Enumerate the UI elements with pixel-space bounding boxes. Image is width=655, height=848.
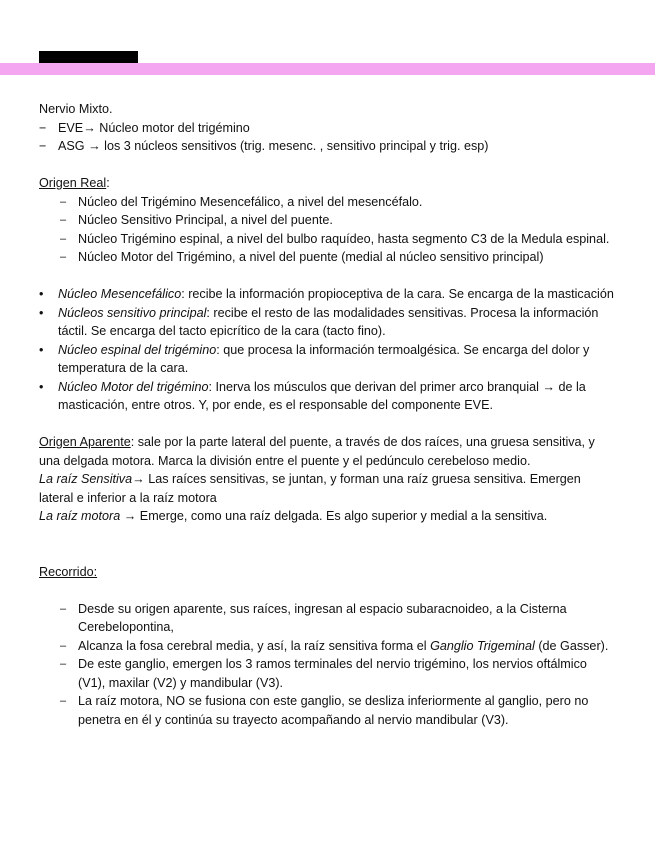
term: Núcleo Motor del trigémino <box>58 379 209 394</box>
document-body <box>39 100 614 729</box>
list-item: − EVE→ Núcleo motor del trigémino <box>39 119 614 138</box>
list-item: • Núcleo Mesencefálico: recibe la información propioceptiva de la cara. Se encarga de la masticación <box>39 285 614 304</box>
list-item: – Núcleo Sensitivo Principal, a nivel del puente. <box>39 211 614 230</box>
list-item: – Núcleo Trigémino espinal, a nivel del bulbo raquídeo, hasta segmento C3 de la Medula espinal. <box>39 230 614 249</box>
list-item: • Núcleo Motor del trigémino: Inerva los músculos que derivan del primer arco branquial → de la masticación, entre otros. Y, por ende, es el responsable del componente EVE. <box>39 378 614 415</box>
term: Núcleo espinal del trigémino <box>58 342 217 357</box>
nucleos-list <box>39 285 614 415</box>
intro-list <box>39 119 614 156</box>
header-band <box>0 63 655 75</box>
term: Núcleos sensitivo principal <box>58 305 207 320</box>
raiz-motora-paragraph: La raíz motora → Emerge, como una raíz delgada. Es algo superior y medial a la sensitiva. <box>39 509 548 523</box>
list-item: • Núcleos sensitivo principal: recibe el resto de las modalidades sensitivas. Procesa la información táctil. Se encarga del tacto epicrítico de la cara (tacto fino). <box>39 304 614 341</box>
list-item: – Núcleo Motor del Trigémino, a nivel del puente (medial al núcleo sensitivo principal) <box>39 248 614 267</box>
origen-real-heading: Origen Real: <box>39 176 110 190</box>
term: Núcleo Mesencefálico <box>58 287 182 301</box>
list-item: − ASG → los 3 núcleos sensitivos (trig. mesenc. , sensitivo principal y trig. esp) <box>39 137 614 156</box>
recorrido-list <box>39 600 614 730</box>
heading-text: Origen Real <box>39 176 107 190</box>
intro-title: Nervio Mixto. <box>39 102 113 116</box>
list-item: – De este ganglio, emergen los 3 ramos terminales del nervio trigémino, los nervios oftálmico (V1), maxilar (V2) y mandibular (V3). <box>39 655 614 692</box>
recorrido-heading: Recorrido: <box>39 564 98 579</box>
heading-text: Origen Aparente <box>39 435 131 449</box>
list-item: • Núcleo espinal del trigémino: que procesa la información termoalgésica. Se encarga del dolor y temperatura de la cara. <box>39 341 614 378</box>
list-item: – Desde su origen aparente, sus raíces, ingresan al espacio subaracnoideo, a la Cisterna Cerebelopontina, <box>39 600 614 637</box>
list-item: – La raíz motora, NO se fusiona con este ganglio, se desliza inferiormente al ganglio, pero no penetra en él y continúa su trayecto acompañando al nervio mandibular (V3). <box>39 692 614 729</box>
list-item: – Núcleo del Trigémino Mesencefálico, a nivel del mesencéfalo. <box>39 193 614 212</box>
origen-aparente-paragraph: Origen Aparente: sale por la parte lateral del puente, a través de dos raíces, una gruesa sensitiva, y una delgada motora. Marca la división entre el puente y el pedúnculo cerebeloso medio. <box>39 435 595 468</box>
list-item: – Alcanza la fosa cerebral media, y así, la raíz sensitiva forma el Ganglio Trigeminal (de Gasser). <box>39 637 614 656</box>
origen-real-list <box>39 193 614 267</box>
raiz-sensitiva-paragraph: La raíz Sensitiva→ Las raíces sensitivas, se juntan, y forman una raíz gruesa sensitiva. Emergen lateral e inferior a la raíz motora <box>39 472 581 505</box>
